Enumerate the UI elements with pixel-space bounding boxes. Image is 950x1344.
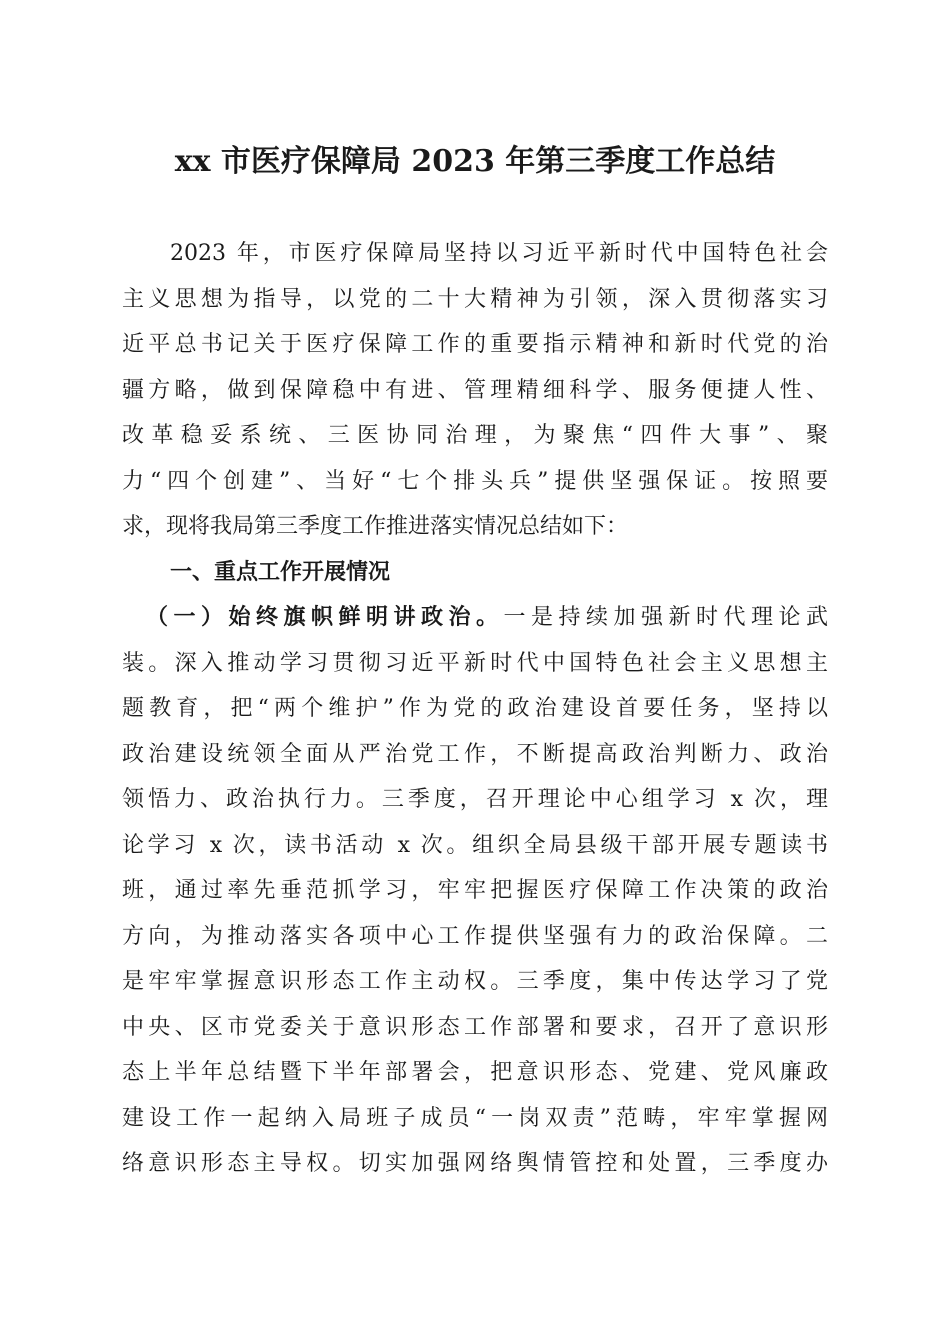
intro-paragraph-line: 2023 年，市医疗保障局坚持以习近平新时代中国特色社会 <box>170 241 828 266</box>
subsection-paragraph-line: 领悟力、政治执行力。三季度，召开理论中心组学习 x 次，理 <box>122 787 828 812</box>
intro-paragraph-line: 力“四个创建”、当好“七个排头兵”提供坚强保证。按照要 <box>122 468 828 494</box>
subsection-paragraph-line: 装。深入推动学习贯彻习近平新时代中国特色社会主义思想主 <box>122 650 828 676</box>
subsection-paragraph-line: 论学习 x 次，读书活动 x 次。组织全局县级干部开展专题读书 <box>122 832 828 858</box>
subsection-paragraph-line: 政治建设统领全面从严治党工作，不断提高政治判断力、政治 <box>122 741 828 767</box>
document-body <box>122 231 828 1187</box>
intro-paragraph-line: 求，现将我局第三季度工作推进落实情况总结如下： <box>122 514 629 539</box>
subsection-paragraph-line: 方向，为推动落实各项中心工作提供坚强有力的政治保障。二 <box>122 923 828 949</box>
subsection-paragraph-line: 是牢牢掌握意识形态工作主动权。三季度，集中传达学习了党 <box>122 969 828 994</box>
subsection-paragraph-line: 中央、区市党委关于意识形态工作部署和要求，召开了意识形 <box>122 1014 828 1040</box>
section-heading: 一、重点工作开展情况 <box>170 559 391 585</box>
subsection-paragraph-line: 络意识形态主导权。切实加强网络舆情管控和处置，三季度办 <box>122 1151 828 1176</box>
intro-paragraph-line: 近平总书记关于医疗保障工作的重要指示精神和新时代党的治 <box>122 332 828 357</box>
subsection-paragraph-line: 建设工作一起纳入局班子成员“一岗双责”范畴，牢牢掌握网 <box>122 1105 828 1131</box>
subsection-paragraph-line: 态上半年总结暨下半年部署会，把意识形态、党建、党风廉政 <box>122 1060 828 1085</box>
subsection-paragraph-line: 班，通过率先垂范抓学习，牢牢把握医疗保障工作决策的政治 <box>122 878 828 903</box>
intro-paragraph-line: 改革稳妥系统、三医协同治理，为聚焦“四件大事”、聚 <box>122 423 828 448</box>
subsection-first-line-text: 一是持续加强新时代理论武 <box>503 605 828 630</box>
subsection-paragraph-line: 题教育，把“两个维护”作为党的政治建设首要任务，坚持以 <box>122 696 828 721</box>
subsection-heading: （一）始终旗帜鲜明讲政治。 <box>146 605 504 630</box>
subsection-first-line <box>122 595 828 641</box>
intro-paragraph-line: 疆方略，做到保障稳中有进、管理精细科学、服务便捷人性、 <box>122 377 828 403</box>
intro-paragraph-line: 主义思想为指导，以党的二十大精神为引领，深入贯彻落实习 <box>122 286 828 312</box>
document-title: xx 市医疗保障局 2023 年第三季度工作总结 <box>174 144 776 179</box>
